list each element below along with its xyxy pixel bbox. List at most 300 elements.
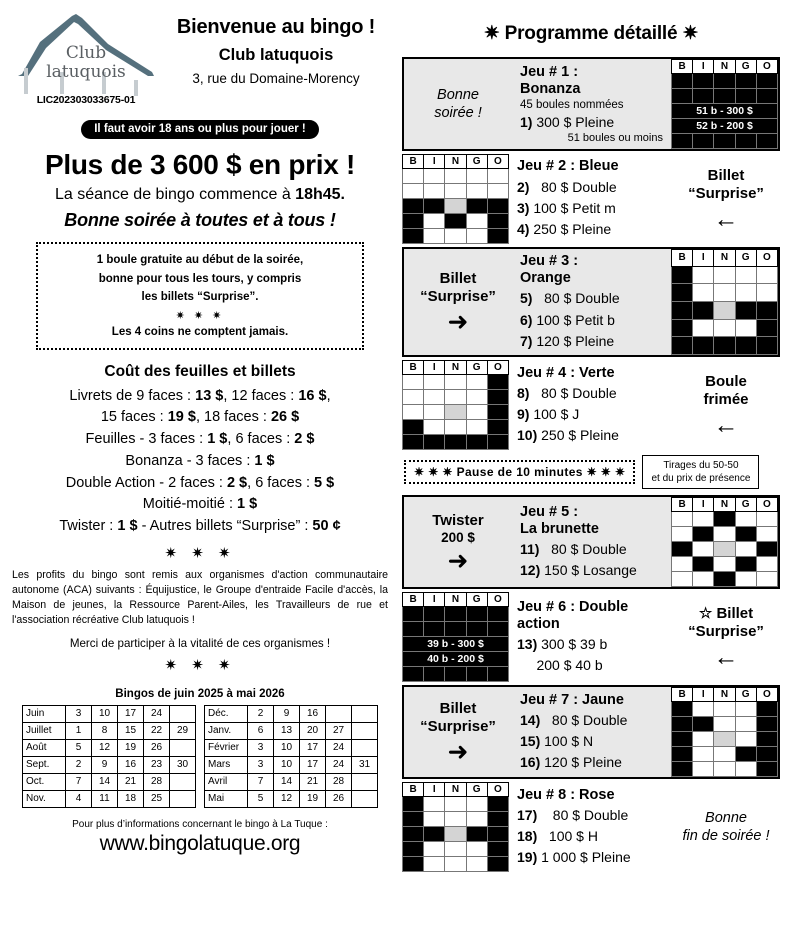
game-prize-line: 10) 250 $ Pleine [517,427,619,444]
bingo-cell [487,199,508,214]
bingo-cell [466,622,487,637]
bingo-cell [735,747,756,762]
bingo-cell [487,375,508,390]
bingo-column-letter: I [424,361,445,375]
bingo-cell [714,512,735,527]
bingo-column-letter: O [487,155,508,169]
bingo-cell [693,732,714,747]
bingo-column-letter: N [714,498,735,512]
bingo-cell [445,812,466,827]
calendar-date: 17 [118,705,144,722]
bingo-cell [445,842,466,857]
calendar-date [352,722,378,739]
pricing-line: Bonanza - 3 faces : 1 $ [125,452,275,469]
bingo-column-letter: B [672,498,693,512]
bingo-card-row [403,405,509,420]
bingo-cell [756,266,777,284]
pricing-title: Coût des feuilles et billets [104,362,296,380]
calendar-title: Bingos de juin 2025 à mai 2026 [115,687,285,700]
calendar-date: 9 [92,756,118,773]
bingo-cell [424,667,445,682]
game-title: La brunette [520,520,599,537]
bingo-cell [756,747,777,762]
bingo-card-row [403,390,509,405]
bingo-cell [735,301,756,319]
bingo-card-wrap [402,154,509,244]
calendar-date: 12 [92,739,118,756]
bingo-cell [445,214,466,229]
bingo-card-row [403,607,509,622]
game-details [509,360,672,450]
bingo-cell [487,797,508,812]
games-list [402,57,780,872]
bingo-cell [424,405,445,420]
bingo-cell [714,74,735,89]
bingo-cell [424,827,445,842]
bingo-cell [466,214,487,229]
draws-line-2: et du prix de présence [651,473,751,485]
bingo-card-row [403,652,509,667]
calendar-date: 10 [92,705,118,722]
bingo-cell [714,557,735,572]
bingo-cell [693,542,714,557]
game-side-line: “Surprise” [688,185,764,203]
calendar-date: 31 [352,756,378,773]
bingo-cell [714,337,735,355]
pricing-line: Twister : 1 $ - Autres billets “Surprise” : 50 ¢ [59,518,341,534]
bingo-card [671,249,778,355]
bingo-cell [424,420,445,435]
game-block-jeu-5 [402,495,780,589]
calendar-date: 17 [300,756,326,773]
bingo-cell [735,527,756,542]
bingo-cell [403,667,424,682]
club-logo [8,8,160,116]
game-prize-line: 14) 80 $ Double [520,711,628,728]
calendar-date: 3 [66,705,92,722]
bingo-card-row [672,762,778,777]
bingo-card-row [403,827,509,842]
bingo-cell [735,542,756,557]
bingo-card-header [672,250,778,267]
calendar-table-left [22,705,196,808]
bingo-cell [672,284,693,302]
bingo-cell [672,134,693,149]
game-side-line: 200 $ [441,529,475,545]
calendar-date: 24 [144,705,170,722]
bingo-column-letter: G [735,688,756,702]
bingo-cell [466,667,487,682]
bingo-card-row [403,637,509,652]
bingo-cell [756,527,777,542]
bingo-column-letter: B [672,688,693,702]
game-title: Jeu # 8 : Rose [517,786,615,803]
bingo-column-letter: B [672,250,693,267]
bingo-card [402,360,509,450]
bingo-cell [714,717,735,732]
barn-logo-icon [12,10,160,98]
bingo-cell [487,667,508,682]
bingo-cell [403,184,424,199]
calendar-date [352,790,378,807]
bingo-cell [487,622,508,637]
game-details [509,592,672,682]
four-corners-note: Les 4 coins ne comptent jamais. [111,325,289,338]
arrow-left-icon: ← [713,643,739,672]
game-details [512,59,671,149]
bingo-cell [403,812,424,827]
bingo-cell [756,732,777,747]
logo-word-club: Club [65,43,107,63]
bingo-card-row [672,572,778,587]
bingo-cell [693,557,714,572]
bingo-card-row [403,622,509,637]
bingo-card-text: 40 b - 200 $ [403,652,509,667]
website-link[interactable]: www.bingolatuque.org [99,831,301,855]
bingo-cell [672,337,693,355]
bingo-card [671,687,778,777]
bingo-cell [693,527,714,542]
bingo-cell [756,301,777,319]
bingo-cell [445,607,466,622]
calendar-date: 4 [66,790,92,807]
calendar-month: Mars [205,756,248,773]
bingo-card-row [403,842,509,857]
bingo-cell [445,375,466,390]
bingo-column-letter: O [487,593,508,607]
game-block-jeu-4 [402,360,780,450]
game-details [512,497,671,587]
game-prize-line: 8) 80 $ Double [517,384,617,401]
calendar-date [352,739,378,756]
calendar-table-right [204,705,378,808]
bingo-column-letter: I [693,688,714,702]
bingo-column-letter: G [466,783,487,797]
calendar-date: 3 [248,756,274,773]
calendar-date: 26 [144,739,170,756]
arrow-right-icon: ➜ [447,738,469,767]
bingo-cell [756,284,777,302]
calendar-date: 24 [326,739,352,756]
table-row [23,722,196,739]
game-side-note [672,360,780,450]
bingo-card-row [672,512,778,527]
bingo-cell [487,184,508,199]
bingo-cell [714,527,735,542]
session-time: 18h45. [295,186,345,203]
bingo-cell [403,435,424,450]
bingo-cell [445,169,466,184]
pricing-line: Moitié-moitié : 1 $ [142,496,258,513]
table-row [23,705,196,722]
calendar-date [170,773,196,790]
bingo-cell [487,405,508,420]
bingo-cell [714,301,735,319]
calendar-date: 1 [66,722,92,739]
calendar-date: 9 [274,705,300,722]
bingo-cell [756,74,777,89]
bingo-cell [403,199,424,214]
bingo-column-letter: O [487,783,508,797]
game-prize-line: 11) 80 $ Double [520,540,627,557]
bingo-cell [714,762,735,777]
bingo-cell [672,747,693,762]
calendar-month: Avril [205,773,248,790]
bingo-cell [693,337,714,355]
bingo-cell [756,542,777,557]
bingo-column-letter: I [693,60,714,74]
bingo-card-row [403,214,509,229]
bingo-cell [445,622,466,637]
bingo-column-letter: G [735,498,756,512]
calendar-date: 6 [248,722,274,739]
bingo-cell [445,667,466,682]
calendar-date: 19 [118,739,144,756]
bingo-cell [735,284,756,302]
bingo-cell [466,827,487,842]
bingo-cell [487,812,508,827]
pause-label: ✷ ✷ ✷ Pause de 10 minutes ✷ ✷ ✷ [404,460,635,484]
bingo-cell [424,199,445,214]
bingo-cell [466,420,487,435]
pricing-line: Feuilles - 3 faces : 1 $, 6 faces : 2 $ [85,431,315,447]
calendar-month: Déc. [205,705,248,722]
arrow-left-icon: ← [713,411,739,440]
bingo-card-header [672,60,778,74]
bingo-card-row [672,89,778,104]
game-prize-line: 3) 100 $ Petit m [517,199,616,216]
draws-line-1: Tirages du 50-50 [663,460,739,472]
bingo-cell [466,842,487,857]
bingo-cell [693,747,714,762]
arrow-right-icon: ➜ [447,546,469,575]
bingo-column-letter: I [424,593,445,607]
bingo-card-row [672,266,778,284]
bingo-cell [714,134,735,149]
calendar-date: 5 [248,790,274,807]
bingo-cell [403,622,424,637]
pricing-line: Livrets de 9 faces : 13 $, 12 faces : 16 $, [69,387,331,404]
bingo-cell [735,74,756,89]
bingo-card-row [403,435,509,450]
bingo-card-row [672,134,778,149]
bingo-cell [693,301,714,319]
game-side-note [672,154,780,244]
bingo-column-letter: O [756,688,777,702]
license-number: LIC202303033675-01 [36,94,136,106]
free-ball-line-1: 1 boule gratuite au début de la soirée, [96,254,304,266]
free-ball-box [36,242,364,350]
bingo-card-row [672,747,778,762]
bingo-cell [487,607,508,622]
bingo-cell [487,842,508,857]
bingo-column-letter: G [735,250,756,267]
game-title: Jeu # 1 : [520,63,579,80]
bingo-cell [714,284,735,302]
game-prize-line: 7) 120 $ Pleine [520,332,615,349]
bingo-cell [403,857,424,872]
bingo-column-letter: N [445,155,466,169]
bingo-card-header [403,783,509,797]
game-subtitle: 45 boules nommées [520,98,624,111]
bingo-cell [403,214,424,229]
bingo-card-header [672,498,778,512]
game-prize-line: 9) 100 $ J [517,406,580,423]
bingo-cell [672,527,693,542]
calendar-date: 10 [274,756,300,773]
game-block-jeu-7 [402,685,780,779]
bingo-cell [735,266,756,284]
bingo-cell [714,542,735,557]
table-row [205,790,378,807]
bingo-card-row [672,542,778,557]
game-prize-line: 12) 150 $ Losange [520,562,637,579]
bingo-cell [424,169,445,184]
calendar-month: Mai [205,790,248,807]
bingo-cell [735,337,756,355]
calendar-date: 26 [326,790,352,807]
calendar-month: Juin [23,705,66,722]
bingo-cell [403,405,424,420]
bingo-cell [714,319,735,337]
game-details [509,782,672,872]
bingo-cell [735,319,756,337]
club-address: 3, rue du Domaine-Morency [192,71,360,86]
bingo-cell [424,842,445,857]
arrow-left-icon: ← [713,205,739,234]
bingo-cell [445,199,466,214]
bingo-cell [735,512,756,527]
calendar-date: 3 [248,739,274,756]
bingo-cell [424,607,445,622]
calendar-date: 5 [66,739,92,756]
bingo-cell [672,702,693,717]
calendar-date: 7 [66,773,92,790]
bingo-cell [714,702,735,717]
bingo-cell [693,572,714,587]
game-side-line: Billet [439,700,477,718]
bingo-cell [735,762,756,777]
bingo-cell [672,266,693,284]
calendar-date: 18 [118,790,144,807]
game-side-note [672,592,780,682]
bingo-card-header [403,155,509,169]
profits-paragraph: Les profits du bingo sont remis aux organismes d'action communautaire autonome (ACA) suivants : Équijustice, le Groupe d'entraide Facile d'accès, la Maison de jeunes, la Ressource Parent-Ailes, les Travailleurs de rue et l'association récréative Club latuquois ! [12,568,388,626]
bingo-column-letter: I [693,250,714,267]
free-ball-line-2: bonne pour tous les tours, y compris [98,272,302,285]
bingo-card-wrap [671,687,778,777]
bingo-card-wrap [671,249,778,355]
bingo-cell [693,702,714,717]
bingo-cell [466,375,487,390]
calendar-date [326,705,352,722]
table-row [205,773,378,790]
bingo-cell [672,89,693,104]
bingo-cell [487,169,508,184]
bingo-cell [735,572,756,587]
game-details [512,687,671,777]
game-prize-line: 15) 100 $ N [520,733,594,750]
bingo-cell [445,390,466,405]
calendar-date: 12 [274,790,300,807]
table-row [23,790,196,807]
bingo-column-letter: G [735,60,756,74]
game-side-note [404,249,512,355]
bingo-card-row [672,284,778,302]
calendar-date: 7 [248,773,274,790]
bingo-cell [403,229,424,244]
game-prize-line: 16) 120 $ Pleine [520,754,622,771]
game-prize-line: 1) 300 $ Pleine [520,113,615,130]
calendar-date: 16 [300,705,326,722]
header-text [160,8,392,86]
game-block-jeu-2 [402,154,780,244]
calendar-date: 2 [66,756,92,773]
game-details [509,154,672,244]
bingo-column-letter: B [403,783,424,797]
game-side-line: Billet [439,270,477,288]
bingo-card [671,59,778,149]
prize-total: Plus de 3 600 $ en prix ! [45,149,355,180]
bingo-column-letter: N [445,361,466,375]
pricing-line: 15 faces : 19 $, 18 faces : 26 $ [100,409,300,426]
game-prize-line: 17) 80 $ Double [517,806,629,823]
footer-info: Pour plus d’informations concernant le bingo à La Tuque : [72,818,328,830]
bingo-column-letter: N [714,60,735,74]
bingo-cell [693,89,714,104]
bingo-cell [714,89,735,104]
bingo-cell [466,229,487,244]
calendar-month: Février [205,739,248,756]
bingo-card-row [403,199,509,214]
bingo-cell [756,89,777,104]
bingo-cell [403,797,424,812]
bingo-cell [693,284,714,302]
bingo-card-text: 51 b - 300 $ [672,104,778,119]
game-side-line: “Surprise” [420,718,496,736]
bingo-cell [672,732,693,747]
calendar-date: 30 [170,756,196,773]
calendar-date: 8 [92,722,118,739]
bingo-card [402,782,509,872]
bingo-cell [714,732,735,747]
arrow-right-icon: ➜ [447,308,469,337]
age-notice-badge: Il faut avoir 18 ans ou plus pour jouer ! [81,120,319,139]
table-row [23,739,196,756]
bingo-cell [756,134,777,149]
bingo-column-letter: N [445,593,466,607]
program-title: ✷ Programme détaillé ✷ [483,23,699,44]
bingo-cell [672,301,693,319]
calendar-month: Août [23,739,66,756]
bingo-card-row [403,169,509,184]
pause-row [404,455,780,489]
draws-box [642,455,759,489]
game-side-line: frimée [703,391,749,409]
calendar-date [170,790,196,807]
bingo-column-letter: O [756,250,777,267]
bingo-cell [693,512,714,527]
bingo-card-row [403,375,509,390]
bingo-column-letter: O [487,361,508,375]
bingo-cell [424,184,445,199]
bingo-card-wrap [402,592,509,682]
bingo-cell [756,337,777,355]
calendar-date: 14 [274,773,300,790]
bingo-cell [735,557,756,572]
bingo-cell [756,319,777,337]
bingo-card-header [403,361,509,375]
